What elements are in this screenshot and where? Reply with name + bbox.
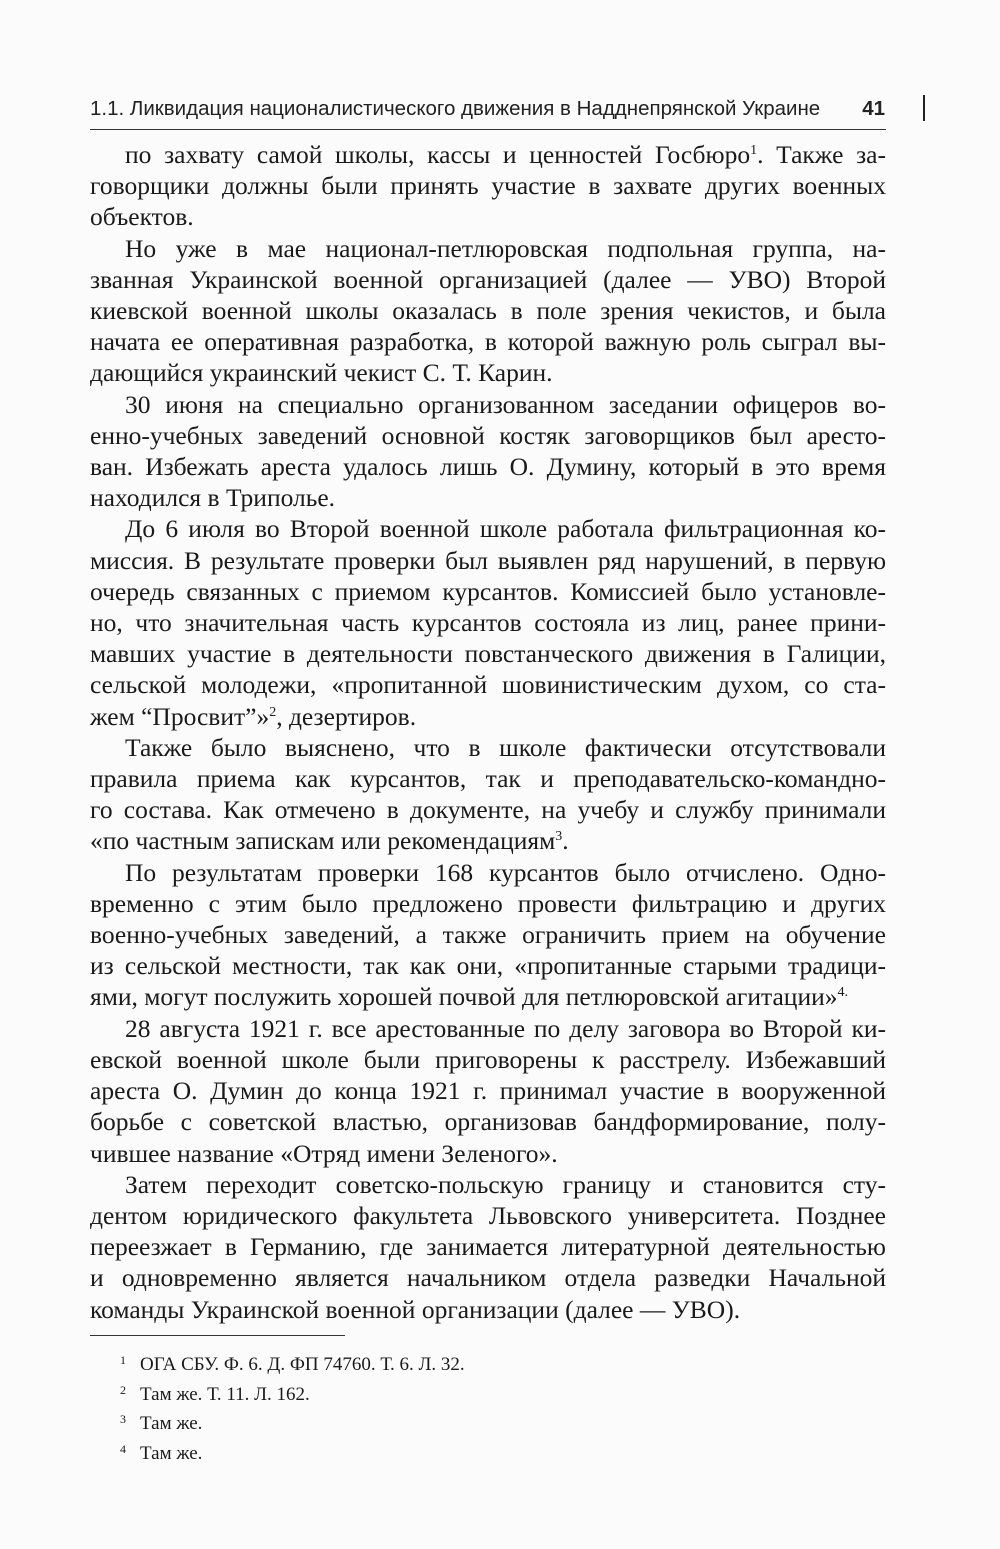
text-segment: и одновременно является начальником отдела разведки Начальной <box>90 1263 886 1293</box>
text-segment: го состава. Как отмечено в документе, на учебу и службу принимали <box>90 795 886 825</box>
paragraph <box>90 389 886 514</box>
text-line <box>90 950 886 981</box>
footnote <box>120 1353 820 1383</box>
text-segment: из сельской местности, так как они, «пропитанные старыми традици- <box>90 951 886 981</box>
text-line <box>90 1169 886 1200</box>
footnote-mark: 2 <box>120 1382 126 1397</box>
text-segment: Затем переходит советско-польскую границу и становится сту- <box>125 1169 886 1199</box>
text-segment: мавших участие в деятельности повстанческого движения в Галиции, <box>90 639 886 669</box>
footnote-mark: 4 <box>120 1441 126 1456</box>
text-segment: 30 июня на специально организованном заседании офицеров во- <box>125 389 886 419</box>
header-rule <box>90 129 886 130</box>
text-line <box>90 607 886 638</box>
footnote-text: Там же. Т. 11. Л. 162. <box>140 1383 310 1405</box>
text-line <box>90 295 886 326</box>
text-segment: енно-учебных заведений основной костяк заговорщиков был аресто- <box>90 420 886 450</box>
text-segment: военно-учебных заведений, а также ограничить прием на обучение <box>90 920 886 950</box>
running-head <box>90 93 885 129</box>
text-line <box>90 139 886 170</box>
paragraph <box>90 732 886 857</box>
running-head-title: 1.1. Ликвидация националистического движения в Надднепрянской Украине <box>90 97 821 120</box>
text-line <box>90 326 886 357</box>
text-segment: До 6 июля во Второй военной школе работала фильтрационная ко- <box>125 514 886 544</box>
text-line <box>90 357 886 388</box>
text-line <box>90 701 886 732</box>
text-segment: объектов. <box>90 202 194 232</box>
text-segment: «по частным запискам или рекомендациям <box>90 826 556 856</box>
text-line <box>90 451 886 482</box>
text-line <box>90 669 886 700</box>
text-segment: . <box>562 826 569 856</box>
text-line <box>90 1013 886 1044</box>
paragraph <box>90 1169 886 1325</box>
text-line <box>90 1294 886 1325</box>
paragraph <box>90 139 886 233</box>
text-line <box>90 794 886 825</box>
text-segment: миссия. В результате проверки был выявлен ряд нарушений, в первую <box>90 545 886 575</box>
text-line <box>90 576 886 607</box>
text-segment: чившее название «Отряд имени Зеленого». <box>90 1138 558 1168</box>
text-line <box>90 1044 886 1075</box>
text-line <box>90 233 886 264</box>
text-line <box>90 732 886 763</box>
footnote <box>120 1412 820 1442</box>
text-segment: званная Украинской военной организацией (далее — УВО) Второй <box>90 264 886 294</box>
footnote-reference[interactable]: 4. <box>837 985 848 1001</box>
text-segment: киевской военной школы оказалась в поле зрения чекистов, и была <box>90 296 886 326</box>
text-line <box>90 513 886 544</box>
text-segment: сельской молодежи, «пропитанной шовинистическим духом, со ста- <box>90 670 886 700</box>
text-segment: , дезертиров. <box>276 701 417 731</box>
text-line <box>90 825 886 856</box>
text-line <box>90 1231 886 1262</box>
text-segment: по захвату самой школы, кассы и ценностей Госбюро <box>125 140 751 169</box>
text-line <box>90 545 886 576</box>
text-segment: начата ее оперативная разработка, в которой важную роль сыграл вы- <box>90 327 886 357</box>
text-line <box>90 981 886 1012</box>
page-number: 41 <box>862 97 885 120</box>
text-segment: борьбе с советской властью, организовав бандформирование, полу- <box>90 1107 886 1137</box>
body-text <box>90 139 886 1325</box>
text-segment: евской военной школе были приговорены к расстрелу. Избежавший <box>90 1044 886 1074</box>
text-line <box>90 201 886 232</box>
footnotes <box>120 1353 820 1471</box>
footnote-reference[interactable]: 1 <box>750 143 758 158</box>
text-segment: очередь связанных с приемом курсантов. Комиссией было установле- <box>90 576 886 606</box>
text-line <box>90 1138 886 1169</box>
text-segment: . Также за- <box>757 140 886 169</box>
text-line <box>90 763 886 794</box>
footnote-reference[interactable]: 3 <box>555 829 563 845</box>
text-segment: ями, могут послужить хорошей почвой для петлюровской агитации» <box>90 982 838 1012</box>
footnote-separator <box>90 1335 345 1336</box>
text-segment: Но уже в мае национал-петлюровская подпольная группа, на- <box>125 233 886 263</box>
text-segment: временно с этим было предложено провести фильтрацию и других <box>90 888 886 918</box>
text-line <box>90 1200 886 1231</box>
text-line <box>90 638 886 669</box>
paragraph <box>90 513 886 731</box>
footnote-mark: 1 <box>120 1353 126 1367</box>
footnote-text: Там же. <box>140 1413 203 1434</box>
text-segment: Также было выяснено, что в школе фактически отсутствовали <box>125 732 886 762</box>
text-segment: ареста О. Думин до конца 1921 г. принимал участие в вооруженной <box>90 1076 886 1106</box>
text-line <box>90 1106 886 1137</box>
text-segment: 28 августа 1921 г. все арестованные по делу заговора во Второй ки- <box>125 1013 886 1043</box>
footnote-text: ОГА СБУ. Ф. 6. Д. ФП 74760. Т. 6. Л. 32. <box>140 1354 465 1375</box>
text-segment: команды Украинской военной организации (далее — УВО). <box>90 1294 741 1324</box>
footnote <box>120 1383 820 1413</box>
text-line <box>90 857 886 888</box>
text-segment: правила приема как курсантов, так и преподавательско-командно- <box>90 764 886 794</box>
footnote-text: Там же. <box>140 1442 203 1464</box>
text-line <box>90 1075 886 1106</box>
text-segment: дающийся украинский чекист С. Т. Карин. <box>90 358 553 388</box>
paragraph <box>90 1013 886 1169</box>
text-line <box>90 919 886 950</box>
text-segment: По результатам проверки 168 курсантов было отчислено. Одно- <box>125 857 886 887</box>
text-line <box>90 482 886 513</box>
text-line <box>90 420 886 451</box>
text-line <box>90 389 886 420</box>
text-segment: переезжает в Германию, где занимается литературной деятельностью <box>90 1232 886 1262</box>
paragraph <box>90 857 886 1013</box>
text-segment: жем “Просвит”» <box>90 701 270 731</box>
text-line <box>90 264 886 295</box>
text-line <box>90 888 886 919</box>
footnote-reference[interactable]: 2 <box>269 704 277 720</box>
text-segment: находился в Триполье. <box>90 483 336 513</box>
text-segment: ван. Избежать ареста удалось лишь О. Думину, который в это время <box>90 452 886 482</box>
running-head-separator <box>923 95 925 121</box>
footnote-mark: 3 <box>120 1412 126 1426</box>
text-segment: говорщики должны были принять участие в захвате других военных <box>90 171 886 201</box>
paragraph <box>90 233 886 389</box>
text-segment: дентом юридического факультета Львовского университета. Позднее <box>90 1200 886 1230</box>
text-line <box>90 1262 886 1293</box>
text-line <box>90 170 886 201</box>
footnote <box>120 1442 820 1472</box>
text-segment: но, что значительная часть курсантов состояла из лиц, ранее прини- <box>90 608 886 638</box>
